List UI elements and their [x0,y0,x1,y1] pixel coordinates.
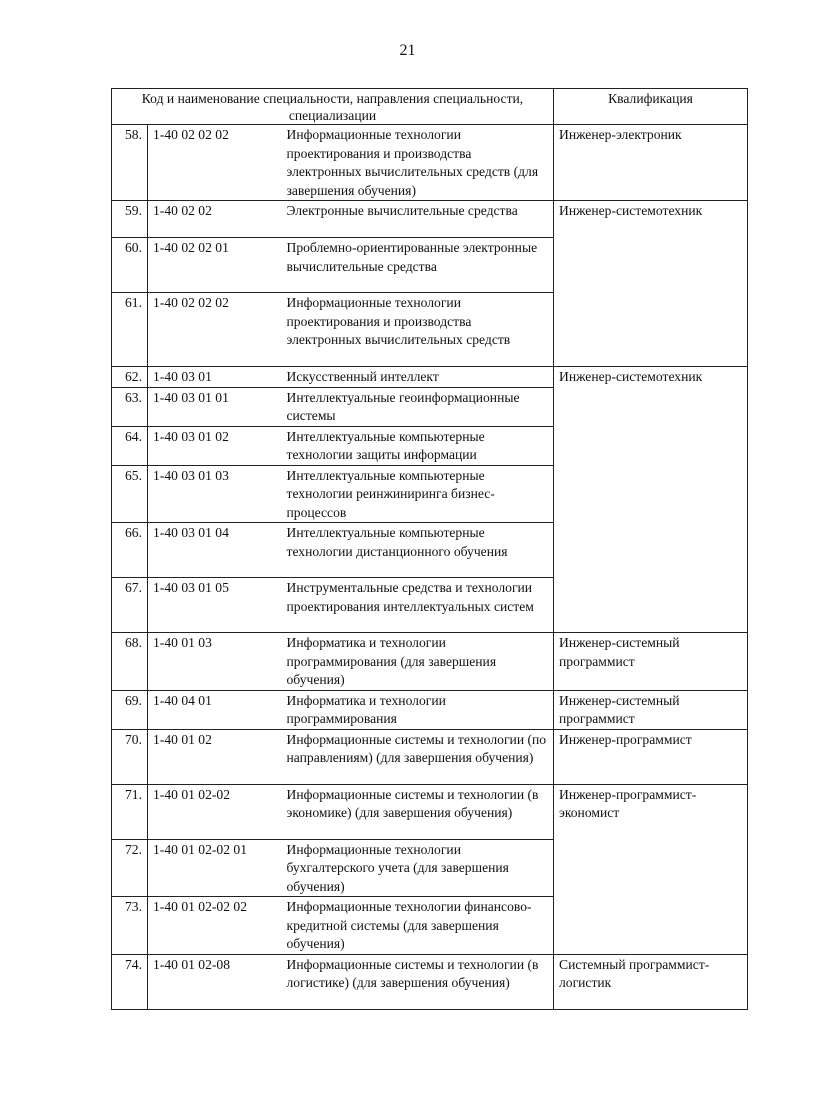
specialties-table [111,88,748,1010]
row-name: Информационные системы и технологии (по направлениям) (для завершения обучения) [282,729,554,784]
row-name: Информатика и технологии программирования (для завершения обучения) [282,633,554,691]
row-number: 72. [112,839,148,897]
row-code: 1-40 02 02 02 [148,293,282,367]
row-name: Электронные вычислительные средства [282,201,554,238]
row-name: Искусственный интеллект [282,367,554,388]
table-header-row [112,89,748,125]
row-code: 1-40 01 02-02 01 [148,839,282,897]
row-number: 73. [112,897,148,955]
row-code: 1-40 04 01 [148,690,282,729]
row-qualification: Инженер-системотехник [554,367,748,633]
row-qualification: Инженер-системотехник [554,201,748,367]
row-number: 60. [112,238,148,293]
row-code: 1-40 03 01 01 [148,387,282,426]
row-name: Интеллектуальные компьютерные технологии дистанционного обучения [282,523,554,578]
row-number: 67. [112,578,148,633]
row-qualification: Инженер-системный программист [554,633,748,691]
row-name: Интеллектуальные компьютерные технологии защиты информации [282,426,554,465]
row-name: Инструментальные средства и технологии проектирования интеллектуальных систем [282,578,554,633]
row-qualification: Инженер-программист [554,729,748,784]
row-number: 65. [112,465,148,523]
row-qualification: Инженер-системный программист [554,690,748,729]
row-name: Интеллектуальные компьютерные технологии реинжиниринга бизнес-процессов [282,465,554,523]
row-name: Информационные технологии бухгалтерского учета (для завершения обучения) [282,839,554,897]
table-row [112,125,748,201]
row-code: 1-40 01 02 [148,729,282,784]
row-number: 58. [112,125,148,201]
row-qualification: Инженер-электроник [554,125,748,201]
row-name: Информационные технологии финансово-кредитной системы (для завершения обучения) [282,897,554,955]
row-code: 1-40 02 02 01 [148,238,282,293]
row-code: 1-40 02 02 [148,201,282,238]
row-code: 1-40 03 01 [148,367,282,388]
row-number: 74. [112,954,148,1009]
row-code: 1-40 03 01 02 [148,426,282,465]
row-code: 1-40 02 02 02 [148,125,282,201]
table-row [112,690,748,729]
row-name: Информационные системы и технологии (в логистике) (для завершения обучения) [282,954,554,1009]
header-qualification: Квалификация [554,89,748,125]
table-row [112,201,748,238]
row-code: 1-40 01 03 [148,633,282,691]
row-number: 70. [112,729,148,784]
row-number: 59. [112,201,148,238]
row-name: Проблемно-ориентированные электронные вычислительные средства [282,238,554,293]
row-name: Информационные технологии проектирования и производства электронных вычислительных средств (для завершения обучения) [282,125,554,201]
row-qualification: Инженер-программист-экономист [554,784,748,954]
page-number: 21 [399,42,416,59]
row-name: Информатика и технологии программирования [282,690,554,729]
row-number: 69. [112,690,148,729]
row-number: 61. [112,293,148,367]
row-number: 71. [112,784,148,839]
table-row [112,367,748,388]
row-code: 1-40 03 01 04 [148,523,282,578]
table-row [112,633,748,691]
table-row [112,954,748,1009]
row-qualification: Системный программист-логистик [554,954,748,1009]
table-row [112,729,748,784]
row-name: Интеллектуальные геоинформационные системы [282,387,554,426]
table-row [112,784,748,839]
row-code: 1-40 01 02-02 02 [148,897,282,955]
header-specialty: Код и наименование специальности, направления специальности, специализации [112,89,554,125]
row-name: Информационные системы и технологии (в экономике) (для завершения обучения) [282,784,554,839]
row-name: Информационные технологии проектирования и производства электронных вычислительных средств [282,293,554,367]
row-number: 62. [112,367,148,388]
row-number: 68. [112,633,148,691]
row-code: 1-40 03 01 03 [148,465,282,523]
row-code: 1-40 01 02-08 [148,954,282,1009]
row-number: 64. [112,426,148,465]
row-code: 1-40 01 02-02 [148,784,282,839]
row-code: 1-40 03 01 05 [148,578,282,633]
row-number: 66. [112,523,148,578]
row-number: 63. [112,387,148,426]
